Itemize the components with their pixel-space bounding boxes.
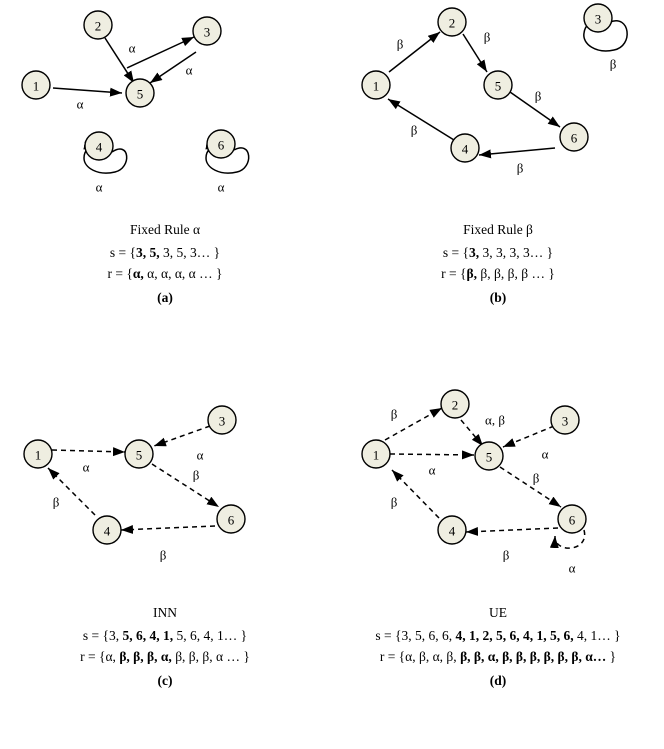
edge-label-d-3: α [541, 446, 549, 462]
edge-6-to-4 [121, 526, 215, 530]
node-3-label: 3 [594, 11, 602, 27]
node-4-label: 4 [103, 523, 111, 539]
edge-label-d-1: β [390, 406, 398, 422]
edge-label-b-3: β [534, 88, 542, 104]
panel-b-s-line: s = {3, 3, 3, 3, 3… } [442, 244, 554, 260]
graph-a [0, 0, 330, 210]
edge-6-to-4 [466, 528, 558, 532]
panel-d [332, 378, 664, 749]
edge-label-d-7: β [390, 494, 398, 510]
edge-3-to-5 [154, 426, 210, 446]
node-4-label: 4 [461, 141, 469, 157]
node-3-label: 3 [561, 413, 569, 429]
edge-label-c-1: α [82, 459, 90, 475]
caption-c [0, 603, 330, 692]
panel-b-title: Fixed Rule β [463, 222, 533, 237]
graph-d [332, 378, 664, 593]
edge-label-a-1: α [76, 96, 84, 112]
node-6-label: 6 [227, 512, 235, 528]
node-1-label: 1 [34, 447, 42, 463]
edge-label-a-5: α [217, 179, 225, 195]
edge-label-d-4: α [428, 462, 436, 478]
node-2-label: 2 [451, 397, 459, 413]
edge-label-a-4: α [95, 179, 103, 195]
node-5-label: 5 [136, 86, 144, 102]
edge-label-b-2: β [483, 29, 491, 45]
node-1-label: 1 [372, 78, 380, 94]
panel-d-label: (d) [489, 672, 507, 688]
edge-label-b-1: β [396, 36, 404, 52]
panel-b-r-line: r = {β, β, β, β, β … } [441, 265, 555, 281]
edge-label-c-5: β [52, 494, 60, 510]
edge-label-b-6: β [609, 56, 617, 72]
node-1-label: 1 [372, 447, 380, 463]
edge-label-c-3: β [192, 467, 200, 483]
node-5-label: 5 [485, 449, 493, 465]
edge-5-to-3 [127, 37, 194, 68]
panel-b [332, 0, 664, 360]
edge-3-to-5 [503, 426, 554, 447]
panel-d-title: UE [489, 605, 507, 620]
edge-label-d-2: α, β [485, 412, 505, 428]
node-4-label: 4 [448, 523, 456, 539]
node-3-label: 3 [218, 413, 226, 429]
panel-d-s-line: s = {3, 5, 6, 6, 4, 1, 2, 5, 6, 4, 1, 5, 6, 4, 1… } [375, 627, 621, 643]
edge-5-to-6 [500, 467, 561, 507]
edge-label-b-4: β [516, 160, 524, 176]
node-5-label: 5 [494, 78, 502, 94]
panel-d-r-line: r = {α, β, α, β, β, β, α, β, β, β, β, β, β, α… } [379, 648, 617, 664]
panel-b-label: (b) [489, 289, 507, 305]
node-4-label: 4 [95, 139, 103, 155]
node-2-label: 2 [94, 18, 102, 34]
edge-label-d-8: α [568, 560, 576, 576]
node-6-label: 6 [217, 137, 225, 153]
caption-b [332, 220, 664, 309]
edge-1-to-5 [390, 454, 474, 455]
edge-label-a-2: α [128, 40, 136, 56]
edge-1-to-5 [53, 88, 122, 93]
edge-label-a-3: α [185, 62, 193, 78]
panel-a-title: Fixed Rule α [129, 222, 201, 237]
panel-c-label: (c) [157, 672, 173, 688]
panel-a-r-line: r = {α, α, α, α, α … } [107, 265, 223, 281]
edge-label-c-2: α [196, 447, 204, 463]
panel-a-label: (a) [157, 289, 173, 305]
edge-4-to-1 [388, 99, 454, 140]
edge-label-b-5: β [410, 122, 418, 138]
edge-label-c-4: β [159, 547, 167, 563]
panel-c-title: INN [153, 605, 177, 620]
node-2-label: 2 [448, 15, 456, 31]
edge-1-to-5 [52, 450, 125, 452]
node-1-label: 1 [32, 78, 40, 94]
panel-c [0, 378, 330, 749]
node-6-label: 6 [570, 130, 578, 146]
node-3-label: 3 [203, 24, 211, 40]
edge-2-to-5 [461, 420, 483, 446]
edge-label-d-5: β [532, 470, 540, 486]
edge-6-to-4 [479, 148, 555, 155]
panel-a [0, 0, 330, 360]
panel-a-s-line: s = {3, 5, 3, 5, 3… } [109, 244, 221, 260]
caption-a [0, 220, 330, 309]
node-5-label: 5 [135, 447, 143, 463]
caption-d [332, 603, 664, 692]
graph-b [332, 0, 664, 210]
panel-c-r-line: r = {α, β, β, β, α, β, β, β, α … } [80, 648, 250, 664]
graph-c [0, 378, 330, 593]
edge-5-to-6 [152, 464, 219, 507]
node-6-label: 6 [568, 512, 576, 528]
edge-label-d-6: β [502, 547, 510, 563]
panel-c-s-line: s = {3, 5, 6, 4, 1, 5, 6, 4, 1… } [82, 627, 248, 643]
